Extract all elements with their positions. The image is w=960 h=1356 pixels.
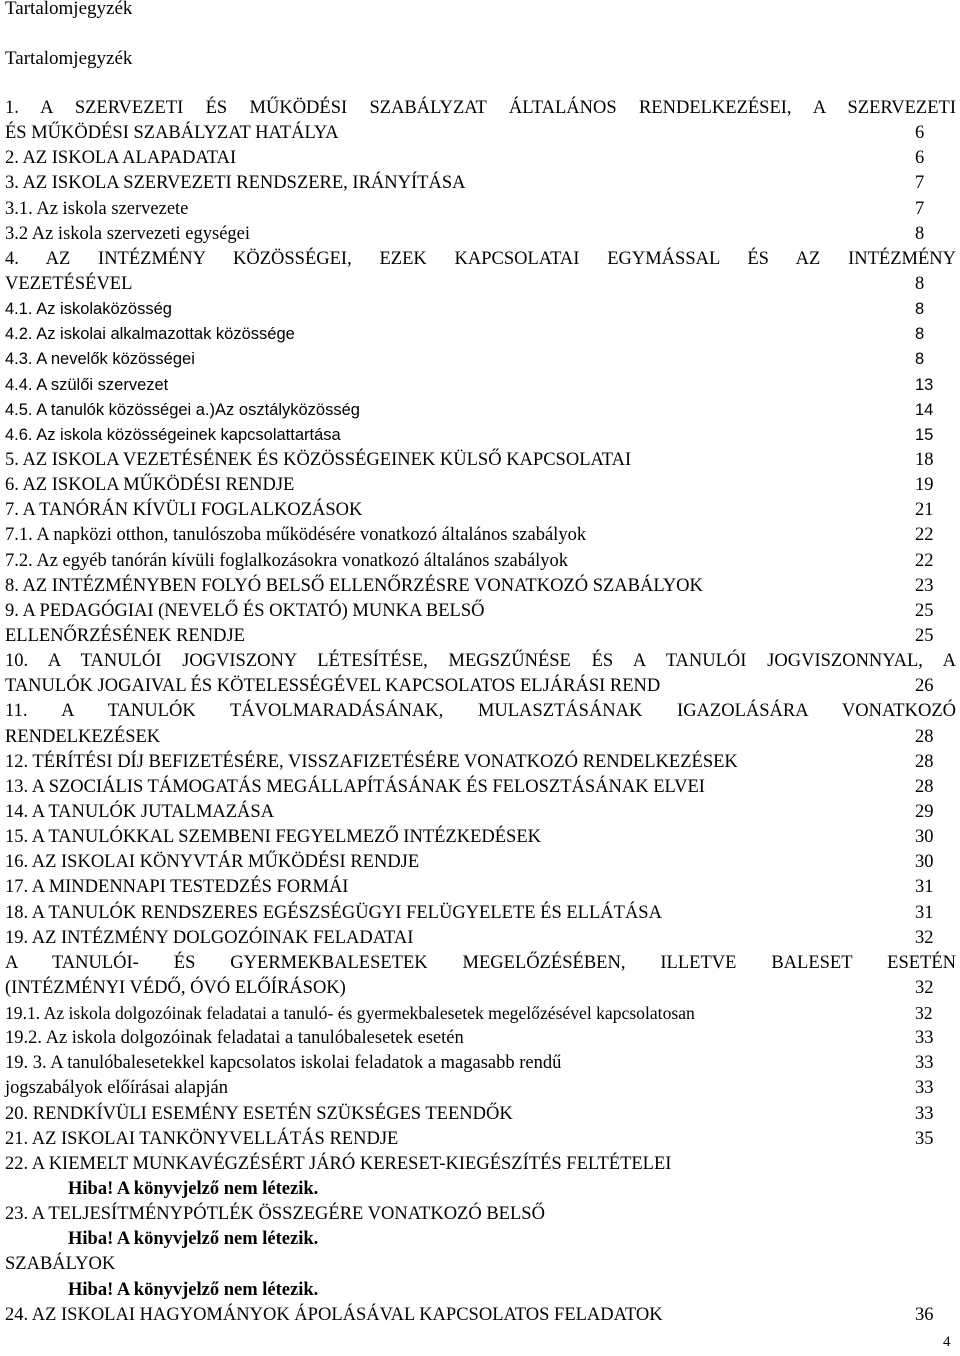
toc-entry-page: 26 [915, 676, 934, 697]
toc-entry[interactable] [0, 1026, 960, 1051]
toc-entry-page: 33 [915, 1078, 934, 1099]
toc-entry-text: 4.2. Az iskolai alkalmazottak közössége [5, 325, 295, 344]
toc-entry[interactable] [0, 699, 960, 724]
toc-entry-text: 24. AZ ISKOLAI HAGYOMÁNYOK ÁPOLÁSÁVAL KAPCSOLATOS FELADATOK [5, 1304, 663, 1325]
toc-entry[interactable] [0, 549, 960, 574]
toc-heading: Tartalomjegyzék [5, 48, 133, 69]
toc-entry-text: 2. AZ ISKOLA ALAPADATAI [5, 148, 237, 169]
table-of-contents [0, 96, 960, 1328]
toc-entry-text: 18. A TANULÓK RENDSZERES EGÉSZSÉGÜGYI FELÜGYELETE ÉS ELLÁTÁSA [5, 902, 662, 923]
toc-entry-text: 22. A KIEMELT MUNKAVÉGZÉSÉRT JÁRÓ KERESET-KIEGÉSZÍTÉS FELTÉTELEI [5, 1153, 672, 1174]
toc-error-line [0, 1227, 960, 1252]
toc-entry-page: 7 [915, 173, 925, 194]
toc-entry[interactable] [0, 498, 960, 523]
toc-entry[interactable] [0, 473, 960, 498]
toc-entry[interactable] [0, 574, 960, 599]
toc-entry-page: 13 [915, 375, 934, 394]
toc-entry[interactable] [0, 825, 960, 850]
toc-entry-page: 21 [915, 500, 934, 521]
toc-error-line [0, 1177, 960, 1202]
toc-entry[interactable] [0, 272, 960, 297]
toc-entry-page: 33 [915, 1103, 934, 1124]
toc-entry[interactable] [0, 322, 960, 347]
toc-error-line [0, 1278, 960, 1303]
toc-entry-page: 8 [915, 223, 925, 244]
toc-entry-page: 6 [915, 123, 925, 144]
toc-entry-text: 4. AZ INTÉZMÉNY KÖZÖSSÉGEI, EZEK KAPCSOLATAI EGYMÁSSAL ÉS AZ INTÉZMÉNY [5, 248, 956, 269]
toc-entry-text: 3.2 Az iskola szervezeti egységei [5, 223, 251, 244]
toc-entry-page: 8 [915, 300, 925, 319]
toc-entry[interactable] [0, 448, 960, 473]
toc-entry-text: 1. A SZERVEZETI ÉS MŰKÖDÉSI SZABÁLYZAT ÁLTALÁNOS RENDELKEZÉSEI, A SZERVEZETI [5, 98, 956, 118]
toc-entry-text: 3. AZ ISKOLA SZERVEZETI RENDSZERE, IRÁNYÍTÁSA [5, 173, 466, 194]
toc-entry-page: 32 [915, 927, 934, 948]
toc-entry-page: 7 [915, 198, 925, 219]
toc-entry-text: 7.1. A napközi otthon, tanulószoba működésére vonatkozó általános szabályok [5, 525, 587, 546]
toc-entry-page: 8 [915, 350, 925, 369]
toc-entry[interactable] [0, 398, 960, 423]
toc-entry[interactable] [0, 171, 960, 196]
toc-entry-page: 32 [915, 977, 934, 998]
toc-entry-page: 15 [915, 425, 934, 444]
toc-entry-text: TANULÓK JOGAIVAL ÉS KÖTELESSÉGÉVEL KAPCSOLATOS ELJÁRÁSI REND [5, 676, 661, 697]
toc-entry-text: (INTÉZMÉNYI VÉDŐ, ÓVÓ ELŐÍRÁSOK) [5, 977, 346, 998]
toc-entry-text: ELLENŐRZÉSÉNEK RENDJE [5, 625, 245, 646]
toc-entry-page: 31 [915, 877, 934, 898]
toc-entry[interactable] [0, 1152, 960, 1177]
toc-entry-page: 32 [915, 1003, 933, 1024]
toc-entry-text: Hiba! A könyvjelző nem létezik. [68, 1279, 319, 1300]
toc-entry-page: 22 [915, 550, 934, 571]
toc-entry-page: 28 [915, 726, 934, 747]
toc-entry-text: 17. A MINDENNAPI TESTEDZÉS FORMÁI [5, 877, 349, 898]
toc-entry[interactable] [0, 1051, 960, 1076]
toc-entry-text: 7. A TANÓRÁN KÍVÜLI FOGLALKOZÁSOK [5, 500, 363, 521]
toc-entry[interactable] [0, 1076, 960, 1101]
toc-entry-text: 12. TÉRÍTÉSI DÍJ BEFIZETÉSÉRE, VISSZAFIZETÉSÉRE VONATKOZÓ RENDELKEZÉSEK [5, 751, 738, 772]
toc-entry-text: 13. A SZOCIÁLIS TÁMOGATÁS MEGÁLLAPÍTÁSÁNAK ÉS FELOSZTÁSÁNAK ELVEI [5, 776, 705, 797]
toc-entry[interactable] [0, 121, 960, 146]
toc-entry-page: 28 [915, 776, 934, 797]
toc-entry-text: 5. AZ ISKOLA VEZETÉSÉNEK ÉS KÖZÖSSÉGEINEK KÜLSŐ KAPCSOLATAI [5, 449, 632, 470]
toc-entry-page: 18 [915, 449, 934, 470]
toc-entry[interactable] [0, 599, 960, 624]
toc-entry[interactable] [0, 523, 960, 548]
toc-entry[interactable] [0, 775, 960, 800]
toc-entry-page: 36 [915, 1304, 934, 1325]
toc-entry-text: 11. A TANULÓK TÁVOLMARADÁSÁNAK, MULASZTÁSÁNAK IGAZOLÁSÁRA VONATKOZÓ [5, 701, 956, 722]
toc-entry[interactable] [0, 674, 960, 699]
toc-entry-text: 4.3. A nevelők közösségei [5, 350, 195, 369]
toc-entry-text: ÉS MŰKÖDÉSI SZABÁLYZAT HATÁLYA [5, 123, 339, 144]
toc-entry[interactable] [0, 750, 960, 775]
toc-entry-page: 30 [915, 852, 934, 873]
toc-entry-text: 7.2. Az egyéb tanórán kívüli foglalkozásokra vonatkozó általános szabályok [5, 550, 569, 571]
toc-entry-page: 6 [915, 148, 925, 169]
toc-entry[interactable] [0, 901, 960, 926]
toc-entry-page: 25 [915, 600, 934, 621]
toc-entry[interactable] [0, 624, 960, 649]
toc-entry[interactable] [0, 875, 960, 900]
toc-entry[interactable] [0, 222, 960, 247]
toc-entry-page: 33 [915, 1053, 934, 1074]
toc-entry[interactable] [0, 297, 960, 322]
toc-entry-page: 33 [915, 1028, 934, 1049]
toc-entry-text: jogszabályok előírásai alapján [5, 1078, 228, 1099]
toc-entry[interactable] [0, 1252, 960, 1277]
toc-entry-text: VEZETÉSÉVEL [5, 273, 133, 294]
toc-entry[interactable] [0, 1303, 960, 1328]
header-title: Tartalomjegyzék [5, 0, 133, 19]
toc-entry-text: 21. AZ ISKOLAI TANKÖNYVELLÁTÁS RENDJE [5, 1128, 399, 1149]
toc-entry[interactable] [0, 850, 960, 875]
page-number: 4 [943, 1334, 951, 1350]
toc-entry[interactable] [0, 247, 960, 272]
toc-entry[interactable] [0, 347, 960, 372]
toc-entry-page: 22 [915, 525, 934, 546]
toc-entry-page: 30 [915, 827, 934, 848]
toc-entry-page: 35 [915, 1128, 934, 1149]
toc-entry-text: 9. A PEDAGÓGIAI (NEVELŐ ÉS OKTATÓ) MUNKA BELSŐ [5, 600, 485, 621]
toc-entry-text: 8. AZ INTÉZMÉNYBEN FOLYÓ BELSŐ ELLENŐRZÉSRE VONATKOZÓ SZABÁLYOK [5, 575, 703, 596]
toc-entry-page: 14 [915, 400, 934, 419]
toc-entry[interactable] [0, 951, 960, 976]
toc-entry-text: SZABÁLYOK [5, 1254, 116, 1275]
toc-entry-text: 6. AZ ISKOLA MŰKÖDÉSI RENDJE [5, 475, 295, 496]
toc-entry-text: 16. AZ ISKOLAI KÖNYVTÁR MŰKÖDÉSI RENDJE [5, 852, 420, 873]
toc-entry[interactable] [0, 373, 960, 398]
toc-entry-page: 31 [915, 902, 934, 923]
toc-entry[interactable] [0, 96, 960, 121]
toc-entry-text: 4.5. A tanulók közösségei a.)Az osztályközösség [5, 400, 360, 419]
toc-entry[interactable] [0, 800, 960, 825]
toc-entry-page: 28 [915, 751, 934, 772]
toc-entry-text: 23. A TELJESÍTMÉNYPÓTLÉK ÖSSZEGÉRE VONATKOZÓ BELSŐ [5, 1204, 545, 1225]
toc-entry[interactable] [0, 1102, 960, 1127]
toc-entry-text: RENDELKEZÉSEK [5, 726, 161, 747]
toc-entry[interactable] [0, 1001, 960, 1026]
toc-entry-page: 8 [915, 325, 925, 344]
toc-entry-text: 19. 3. A tanulóbalesetekkel kapcsolatos iskolai feladatok a magasabb rendű [5, 1053, 562, 1074]
toc-entry-text: 19.2. Az iskola dolgozóinak feladatai a tanulóbalesetek esetén [5, 1028, 464, 1049]
toc-entry-text: 19. AZ INTÉZMÉNY DOLGOZÓINAK FELADATAI [5, 927, 414, 948]
toc-entry[interactable] [0, 1202, 960, 1227]
toc-entry[interactable] [0, 197, 960, 222]
toc-entry-text: 19.1. Az iskola dolgozóinak feladatai a tanuló- és gyermekbalesetek megelőzésével kapcsolatosan [5, 1003, 695, 1024]
toc-entry-text: 4.4. A szülői szervezet [5, 375, 169, 394]
toc-entry[interactable] [0, 926, 960, 951]
toc-entry-page: 19 [915, 475, 934, 496]
toc-entry-text: 4.1. Az iskolaközösség [5, 300, 172, 319]
toc-entry[interactable] [0, 1127, 960, 1152]
toc-entry[interactable] [0, 146, 960, 171]
toc-entry-page: 8 [915, 273, 925, 294]
toc-entry-page: 29 [915, 801, 934, 822]
toc-entry-text: 20. RENDKÍVÜLI ESEMÉNY ESETÉN SZÜKSÉGES TEENDŐK [5, 1103, 513, 1124]
toc-entry[interactable] [0, 423, 960, 448]
toc-entry[interactable] [0, 649, 960, 674]
toc-entry-text: Hiba! A könyvjelző nem létezik. [68, 1229, 319, 1250]
toc-entry-text: Hiba! A könyvjelző nem létezik. [68, 1179, 319, 1200]
toc-entry-page: 23 [915, 575, 934, 596]
toc-entry-text: A TANULÓI- ÉS GYERMEKBALESETEK MEGELŐZÉSÉBEN, ILLETVE BALESET ESETÉN [5, 952, 956, 973]
toc-entry-text: 10. A TANULÓI JOGVISZONY LÉTESÍTÉSE, MEGSZŰNÉSE ÉS A TANULÓI JOGVISZONNYAL, A [5, 651, 956, 672]
toc-entry[interactable] [0, 725, 960, 750]
toc-entry[interactable] [0, 976, 960, 1001]
toc-entry-text: 14. A TANULÓK JUTALMAZÁSA [5, 801, 275, 822]
toc-entry-text: 3.1. Az iskola szervezete [5, 198, 189, 219]
toc-entry-text: 15. A TANULÓKKAL SZEMBENI FEGYELMEZŐ INTÉZKEDÉSEK [5, 827, 542, 848]
toc-entry-text: 4.6. Az iskola közösségeinek kapcsolattartása [5, 425, 341, 444]
toc-entry-page: 25 [915, 625, 934, 646]
